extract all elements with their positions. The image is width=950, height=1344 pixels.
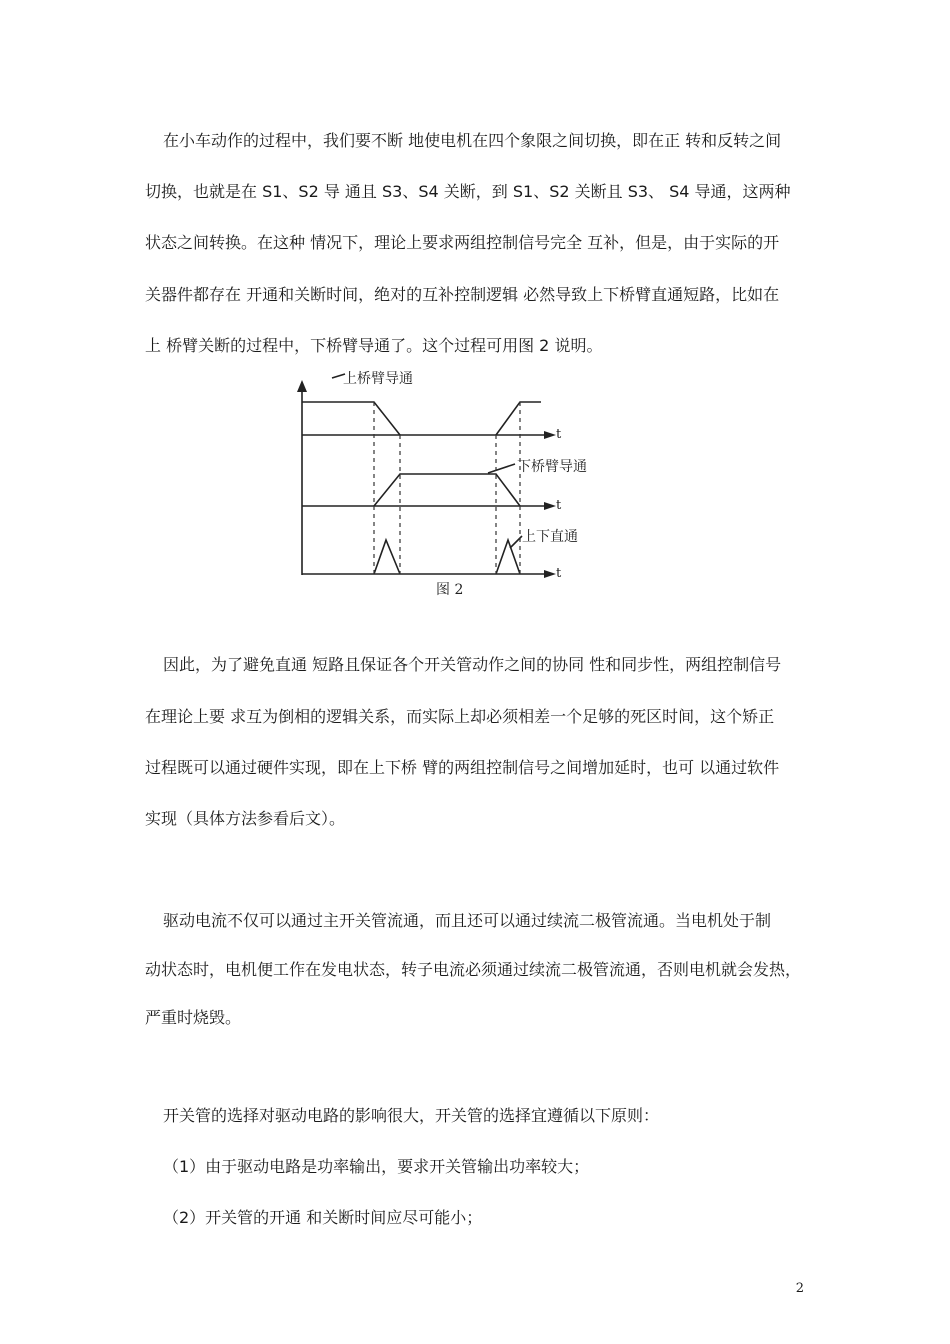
- time-axis-3-label: t: [556, 566, 562, 581]
- paragraph-1-line-4: 关器件都存在 开通和关断时间，绝对的互补控制逻辑 必然导致上下桥臂直通短路，比如在: [145, 285, 780, 304]
- list-item-2: （2）开关管的开通 和关断时间应尽可能小；: [163, 1208, 483, 1227]
- time-axis-1-label: t: [556, 427, 562, 442]
- shoot-through-label: 上下直通: [522, 529, 578, 545]
- vertical-axis-arrow: [297, 380, 307, 392]
- time-axis-2-arrow: [544, 502, 556, 510]
- figure-caption: 图 2: [436, 582, 464, 598]
- lower-bridge-label: 下桥臂导通: [517, 459, 587, 475]
- paragraph-2-line-2: 在理论上要 求互为倒相的逻辑关系，而实际上却必须相差一个足够的死区时间，这个矫正: [145, 707, 775, 726]
- timing-diagram: [0, 0, 950, 620]
- page-number: 2: [795, 1281, 804, 1296]
- list-item-1: （1）由于驱动电路是功率输出，要求开关管输出功率较大；: [163, 1157, 590, 1176]
- lower-bridge-waveform: [374, 474, 520, 506]
- paragraph-1-line-1: 在小车动作的过程中，我们要不断 地使电机在四个象限之间切换，即在正 转和反转之间: [163, 131, 782, 150]
- upper-bridge-label: 上桥臂导通: [343, 371, 413, 387]
- paragraph-1-line-3: 状态之间转换。在这种 情况下，理论上要求两组控制信号完全 互补，但是，由于实际的开: [145, 233, 780, 252]
- paragraph-1-line-2: 切换，也就是在 S1、S2 导 通且 S3、S4 关断，到 S1、S2 关断且 S3、 S4 导通，这两种: [145, 182, 791, 201]
- paragraph-2-line-3: 过程既可以通过硬件实现，即在上下桥 臂的两组控制信号之间增加延时，也可 以通过软件: [145, 758, 780, 777]
- time-axis-2-label: t: [556, 498, 562, 513]
- lower-label-pointer: [488, 464, 515, 473]
- time-axis-1-arrow: [544, 431, 556, 439]
- paragraph-4-line-1: 开关管的选择对驱动电路的影响很大，开关管的选择宜遵循以下原则：: [163, 1106, 660, 1125]
- paragraph-3-line-2: 动状态时，电机便工作在发电状态，转子电流必须通过续流二极管流通，否则电机就会发热，: [145, 960, 802, 979]
- paragraph-3-line-1: 驱动电流不仅可以通过主开关管流通，而且还可以通过续流二极管流通。当电机处于制: [163, 911, 772, 930]
- upper-bridge-waveform-rise: [496, 402, 541, 435]
- paragraph-3-line-3: 严重时烧毁。: [145, 1008, 242, 1027]
- shoot-through-pulse-1: [374, 540, 400, 574]
- paragraph-2-line-1: 因此，为了避免直通 短路且保证各个开关管动作之间的协同 性和同步性，两组控制信号: [163, 655, 782, 674]
- upper-bridge-waveform: [302, 402, 400, 435]
- paragraph-2-line-4: 实现（具体方法参看后文）。: [145, 809, 346, 828]
- shoot-through-pulse-2: [496, 540, 520, 574]
- paragraph-1-line-5: 上 桥臂关断的过程中，下桥臂导通了。这个过程可用图 2 说明。: [145, 336, 603, 355]
- time-axis-3-arrow: [544, 570, 556, 578]
